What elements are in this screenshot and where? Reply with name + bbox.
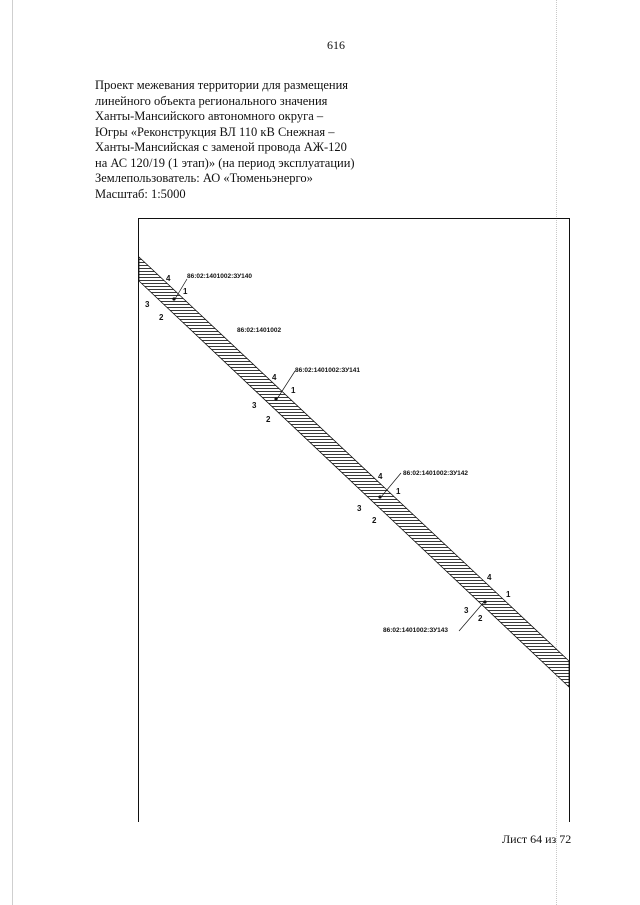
parcel-label-zu140: 86:02:1401002:ЗУ140 xyxy=(187,273,252,280)
parcel-marker xyxy=(172,297,175,300)
vertex-label-3: 3 xyxy=(145,300,150,309)
vertex-label-2: 2 xyxy=(266,415,271,424)
map-frame xyxy=(138,218,570,822)
title-line: линейного объекта регионального значения xyxy=(95,93,328,108)
vertex-label-3: 3 xyxy=(464,606,469,615)
cadastral-map xyxy=(139,219,569,823)
title-line: Югры «Реконструкция ВЛ 110 кВ Снежная – xyxy=(95,124,335,139)
title-line: Проект межевания территории для размещения xyxy=(95,78,349,92)
vertex-label-4: 4 xyxy=(272,373,277,382)
parcel-label-zu142: 86:02:1401002:ЗУ142 xyxy=(403,470,468,477)
vertex-label-2: 2 xyxy=(478,614,483,623)
vertex-label-1: 1 xyxy=(506,590,511,599)
parcel-label-zu143: 86:02:1401002:ЗУ143 xyxy=(383,627,448,634)
vertex-label-3: 3 xyxy=(357,504,362,513)
parcel-label-zu141: 86:02:1401002:ЗУ141 xyxy=(295,367,360,374)
parcel-marker xyxy=(274,397,277,400)
vertex-label-3: 3 xyxy=(252,401,257,410)
title-line: Ханты-Мансийского автономного округа – xyxy=(95,109,324,123)
title-line: на АС 120/19 (1 этап)» (на период эксплуатации) xyxy=(95,155,355,170)
vertex-label-2: 2 xyxy=(159,313,164,322)
vertex-label-4: 4 xyxy=(166,274,171,283)
title-block xyxy=(95,78,415,202)
vertex-label-2: 2 xyxy=(372,516,377,525)
title-line: Ханты-Мансийская с заменой провода АЖ-120 xyxy=(95,140,347,154)
vertex-label-4: 4 xyxy=(378,472,383,481)
land-user-line: Землепользователь: АО «Тюменьэнерго» xyxy=(95,171,313,185)
vertex-label-4: 4 xyxy=(487,573,492,582)
parcel-marker xyxy=(378,495,381,498)
vertex-label-1: 1 xyxy=(396,487,401,496)
parcel-marker xyxy=(483,600,486,603)
sheet-label: Лист 64 из 72 xyxy=(502,832,572,846)
scan-edge-left xyxy=(12,0,13,905)
vertex-label-1: 1 xyxy=(291,386,296,395)
vertex-label-1: 1 xyxy=(183,287,188,296)
right-of-way-strip xyxy=(139,257,569,687)
page-number: 616 xyxy=(327,38,345,52)
scale-line: Масштаб: 1:5000 xyxy=(95,186,186,201)
block-label: 86:02:1401002 xyxy=(237,327,282,334)
